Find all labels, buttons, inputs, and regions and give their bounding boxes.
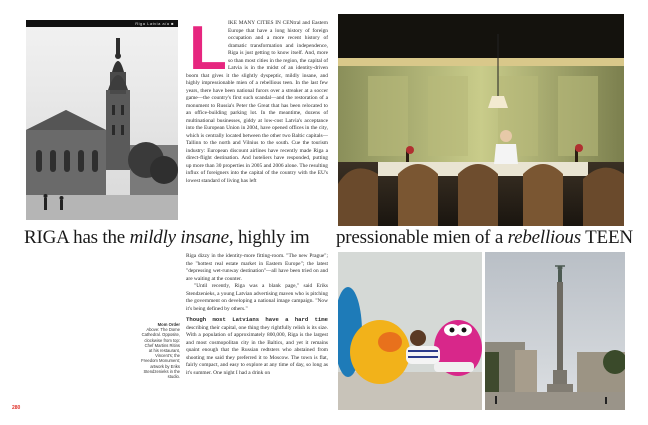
article-para-3: describing their capital, one thing they rightfully relish is its size. With a population of approximately 800,000, Riga is the largest and most cosmopolitan city in the Baltics, and yet it remains quaint enough that the Russian redtsters who abstained from shooting me said they preferred it to Moscow. The town is flat, fairly compact, and easy to explore at any time of day, so long as it's summer. One night I had a drink on	[186, 324, 328, 376]
photo-caption	[140, 322, 180, 379]
headline-left-part1: RIGA has the	[24, 227, 130, 248]
caption-title: Mom Order	[157, 322, 180, 327]
article-subhead: Though most Latvians have a hard time	[186, 316, 328, 323]
restaurant-photo	[338, 14, 624, 226]
headline-left	[24, 227, 310, 249]
monument-illustration	[485, 252, 625, 410]
caption-text: Above: The Dome Cathedral. Opposite, clockwise from top: Chef Martins Ritins at his restaurant, Vincent's; the Freedom Monument; artwork by Eriks Stendzenieks in the studio.	[141, 327, 180, 380]
restaurant-illustration	[338, 14, 624, 226]
headline-left-italic: mildly insane	[129, 227, 229, 248]
toys-illustration	[338, 252, 482, 410]
toys-photo	[338, 252, 482, 410]
photo-strip: Riga Latvia a/a ■	[26, 20, 178, 27]
article-para-1: Riga dizzy in the identity-more fitting-room. "The new Prague"; the "hottest real estate market in Eastern Europe"; the latest "depressing wet-runway destination"—all have been tried on and are waiting at the counter.	[186, 253, 328, 282]
headline-right-italic: rebellious	[507, 227, 581, 248]
article-column-bottom	[186, 253, 328, 413]
article-column-top	[186, 20, 328, 222]
headline-left-part2: , highly im	[228, 227, 310, 248]
headline-right-part2: TEEN	[580, 227, 633, 248]
headline-right-part1: pressionable mien of a	[336, 227, 508, 248]
page-number: 280	[12, 405, 21, 411]
monument-photo	[485, 252, 625, 410]
article-para-2: "Until recently, Riga was a blank page," said Eriks Stendzenieks, a young Latvian advertising maven who is pitching the government on developing a national image campaign. "Now it's being defined by others."	[186, 283, 328, 312]
svg-text:L: L	[189, 20, 227, 72]
cathedral-photo	[26, 20, 178, 220]
article-intro-text: IKE MANY CITIES IN CENtral and Eastern Europe that have a long history of foreign occupation and a more recent history of dramatic transformation and independence, Riga is just getting to know itself. And, more so than most cities in the region, the capital of Latvia is in the midst of an identity-driven boom that gives it the slightly dyspeptic, mildly insane, and highly impressionable mien of a rebellious teen. In the last few years, there have been national furors over a streaker at a soccer game—the country's first such scandal—and the restoration of a monument to Russia's Peter the Great that has been relocated to an office-building parking lot. In the meantime, dozens of multinational businesses, giddy at low-cost Latvia's acceptance into the European Union in 2004, have opened offices in the city, which is centrally located between the other two Baltic capitals—Tallinn to the north and Vilnius to the south. Cue the tourism industry: European discount airlines have recently made Riga a direct-flight destination. And hoteliers have responded, putting up more than 30 properties in 2005 and 2006 alone. The resulting influx of foreigners into the capital of the country with the EU's lowest standard of living has left	[186, 20, 328, 184]
cathedral-illustration	[26, 20, 178, 220]
headline-right	[336, 227, 633, 249]
